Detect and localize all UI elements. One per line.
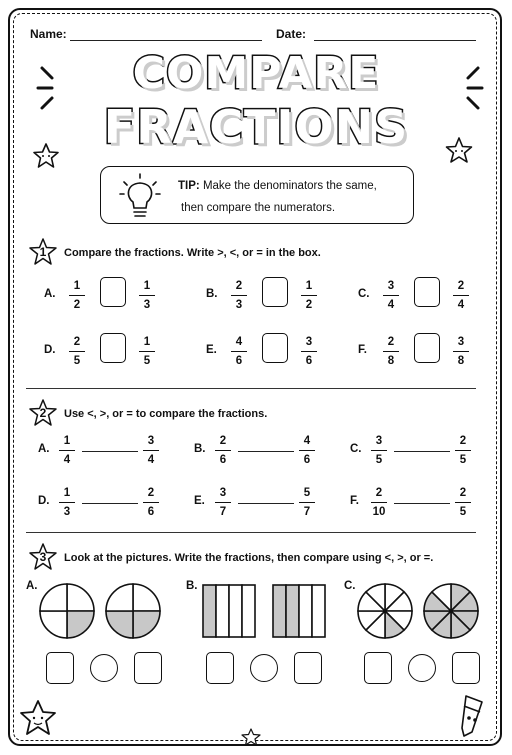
answer-box[interactable] [414,333,440,363]
numerator: 2 [459,435,467,447]
fraction-bar [453,295,469,296]
denominator: 7 [219,506,227,518]
fraction-answer-box[interactable] [294,652,322,684]
fraction-bar [455,450,471,451]
sparkle-icon [34,62,74,122]
right-fraction [142,434,160,467]
denominator: 4 [457,299,465,311]
numerator: 2 [73,336,81,348]
denominator: 2 [305,299,313,311]
item-letter: B. [194,443,206,455]
denominator: 3 [143,299,151,311]
denominator: 5 [73,355,81,367]
numerator: 2 [147,487,155,499]
fraction-bar [383,351,399,352]
compare-symbol-circle[interactable] [408,654,436,682]
denominator: 5 [143,355,151,367]
denominator: 4 [387,299,395,311]
answer-line[interactable] [394,503,450,504]
fraction-circle [422,582,480,640]
left-fraction [230,335,248,368]
answer-line[interactable] [394,451,450,452]
item-letter: F. [350,495,359,507]
denominator: 8 [457,355,465,367]
item-letter: D. [38,495,50,507]
rectangle-part [273,585,286,637]
date-label: Date: [276,27,307,41]
section-divider [26,532,476,533]
numerator: 3 [305,336,313,348]
numerator: 4 [235,336,243,348]
circle-slice [133,584,160,611]
left-fraction [214,434,232,467]
fraction-bar [143,450,159,451]
numerator: 1 [63,435,71,447]
numerator: 3 [219,487,227,499]
numerator: 1 [143,336,151,348]
denominator: 10 [372,506,386,518]
fraction-bar [143,502,159,503]
numerator: 3 [387,280,395,292]
denominator: 3 [235,299,243,311]
left-fraction [58,486,76,519]
fraction-bar [69,351,85,352]
answer-line[interactable] [238,451,294,452]
left-fraction [370,434,388,467]
left-fraction [230,279,248,312]
numerator: 5 [303,487,311,499]
fraction-circle [38,582,96,640]
answer-box[interactable] [100,333,126,363]
right-fraction [452,279,470,312]
circle-slice [133,611,160,638]
answer-line[interactable] [82,503,138,504]
denominator: 6 [235,355,243,367]
sparkle-icon [446,62,486,122]
numerator: 1 [73,280,81,292]
right-fraction [298,434,316,467]
rectangle-part [242,585,255,637]
fraction-bar [69,295,85,296]
fraction-bar [453,351,469,352]
item-letter: B. [206,288,218,300]
answer-line[interactable] [238,503,294,504]
numerator: 3 [147,435,155,447]
circle-slice [106,584,133,611]
answer-box[interactable] [414,277,440,307]
numerator: 4 [303,435,311,447]
star-icon [18,698,58,738]
star-icon [444,136,474,166]
numerator: 1 [63,487,71,499]
rectangle-part [203,585,216,637]
right-fraction [300,335,318,368]
answer-box[interactable] [262,333,288,363]
compare-symbol-circle[interactable] [90,654,118,682]
denominator: 6 [305,355,313,367]
fraction-bar [59,502,75,503]
item-letter: C. [350,443,362,455]
fraction-answer-box[interactable] [452,652,480,684]
fraction-answer-box[interactable] [364,652,392,684]
right-fraction [454,486,472,519]
fraction-bar [299,502,315,503]
left-fraction [382,279,400,312]
lightbulb-icon [118,172,162,222]
item-letter: A. [38,443,50,455]
fraction-circle [104,582,162,640]
left-fraction [68,279,86,312]
numerator: 2 [459,487,467,499]
item-letter: A. [44,288,56,300]
group-letter: A. [26,580,38,592]
fraction-bar [231,351,247,352]
right-fraction [138,279,156,312]
circle-slice [67,584,94,611]
denominator: 3 [63,506,71,518]
fraction-bar [139,295,155,296]
left-fraction [382,335,400,368]
title-line-2: FRACTIONS [103,100,409,154]
fraction-answer-box[interactable] [206,652,234,684]
circle-slice [40,611,67,638]
section-1-number: 1 [39,245,47,259]
fraction-bar [59,450,75,451]
item-letter: C. [358,288,370,300]
fraction-bar [301,295,317,296]
numerator: 3 [375,435,383,447]
denominator: 4 [63,454,71,466]
rectangle-part [286,585,299,637]
name-field[interactable] [70,40,262,41]
numerator: 1 [143,280,151,292]
answer-box[interactable] [100,277,126,307]
fraction-bar [299,450,315,451]
fraction-bar [383,295,399,296]
answer-box[interactable] [262,277,288,307]
section-1-instruction: Compare the fractions. Write >, <, or = in the box. [64,247,321,259]
denominator: 6 [147,506,155,518]
numerator: 2 [219,435,227,447]
section-divider [26,388,476,389]
right-fraction [454,434,472,467]
circle-slice [40,584,67,611]
fraction-bar [231,295,247,296]
name-label: Name: [30,27,67,41]
section-2-instruction: Use <, >, or = to compare the fractions. [64,408,268,420]
numerator: 2 [457,280,465,292]
section-3-number: 3 [39,550,47,564]
denominator: 7 [303,506,311,518]
fraction-bar [215,450,231,451]
numerator: 2 [235,280,243,292]
item-letter: D. [44,344,56,356]
fraction-bar [139,351,155,352]
circle-slice [67,611,94,638]
tip-line-1: Make the denominators the same, [202,180,377,192]
right-fraction [298,486,316,519]
fraction-answer-box[interactable] [134,652,162,684]
circle-slice [106,611,133,638]
fraction-bar [301,351,317,352]
fraction-circle [356,582,414,640]
denominator: 5 [459,454,467,466]
fraction-bar [455,502,471,503]
group-letter: C. [344,580,356,592]
section-2-number: 2 [39,406,47,420]
numerator: 2 [387,336,395,348]
fraction-answer-box[interactable] [46,652,74,684]
item-letter: E. [206,344,217,356]
right-fraction [452,335,470,368]
star-icon [240,728,262,746]
date-field[interactable] [314,40,476,41]
fraction-bar [371,502,387,503]
numerator: 3 [457,336,465,348]
left-fraction [214,486,232,519]
right-fraction [142,486,160,519]
answer-line[interactable] [82,451,138,452]
compare-symbol-circle[interactable] [250,654,278,682]
denominator: 6 [303,454,311,466]
fraction-bar [371,450,387,451]
denominator: 8 [387,355,395,367]
right-fraction [300,279,318,312]
fraction-rectangle [272,584,326,638]
numerator: 2 [375,487,383,499]
rectangle-part [216,585,229,637]
fraction-bar [215,502,231,503]
rectangle-part [312,585,325,637]
fraction-rectangle [202,584,256,638]
denominator: 5 [375,454,383,466]
numerator: 1 [305,280,313,292]
denominator: 5 [459,506,467,518]
section-3-instruction: Look at the pictures. Write the fractions, then compare using <, >, or =. [64,552,434,564]
pencil-icon [452,688,496,744]
tip-label: TIP: [178,180,200,192]
left-fraction [58,434,76,467]
item-letter: E. [194,495,205,507]
tip-line-2: then compare the numerators. [181,202,336,214]
star-icon [32,142,60,170]
right-fraction [138,335,156,368]
rectangle-part [229,585,242,637]
denominator: 6 [219,454,227,466]
title-line-1: COMPARE [132,48,380,99]
denominator: 2 [73,299,81,311]
left-fraction [68,335,86,368]
rectangle-part [299,585,312,637]
item-letter: F. [358,344,367,356]
group-letter: B. [186,580,198,592]
denominator: 4 [147,454,155,466]
left-fraction [370,486,388,519]
